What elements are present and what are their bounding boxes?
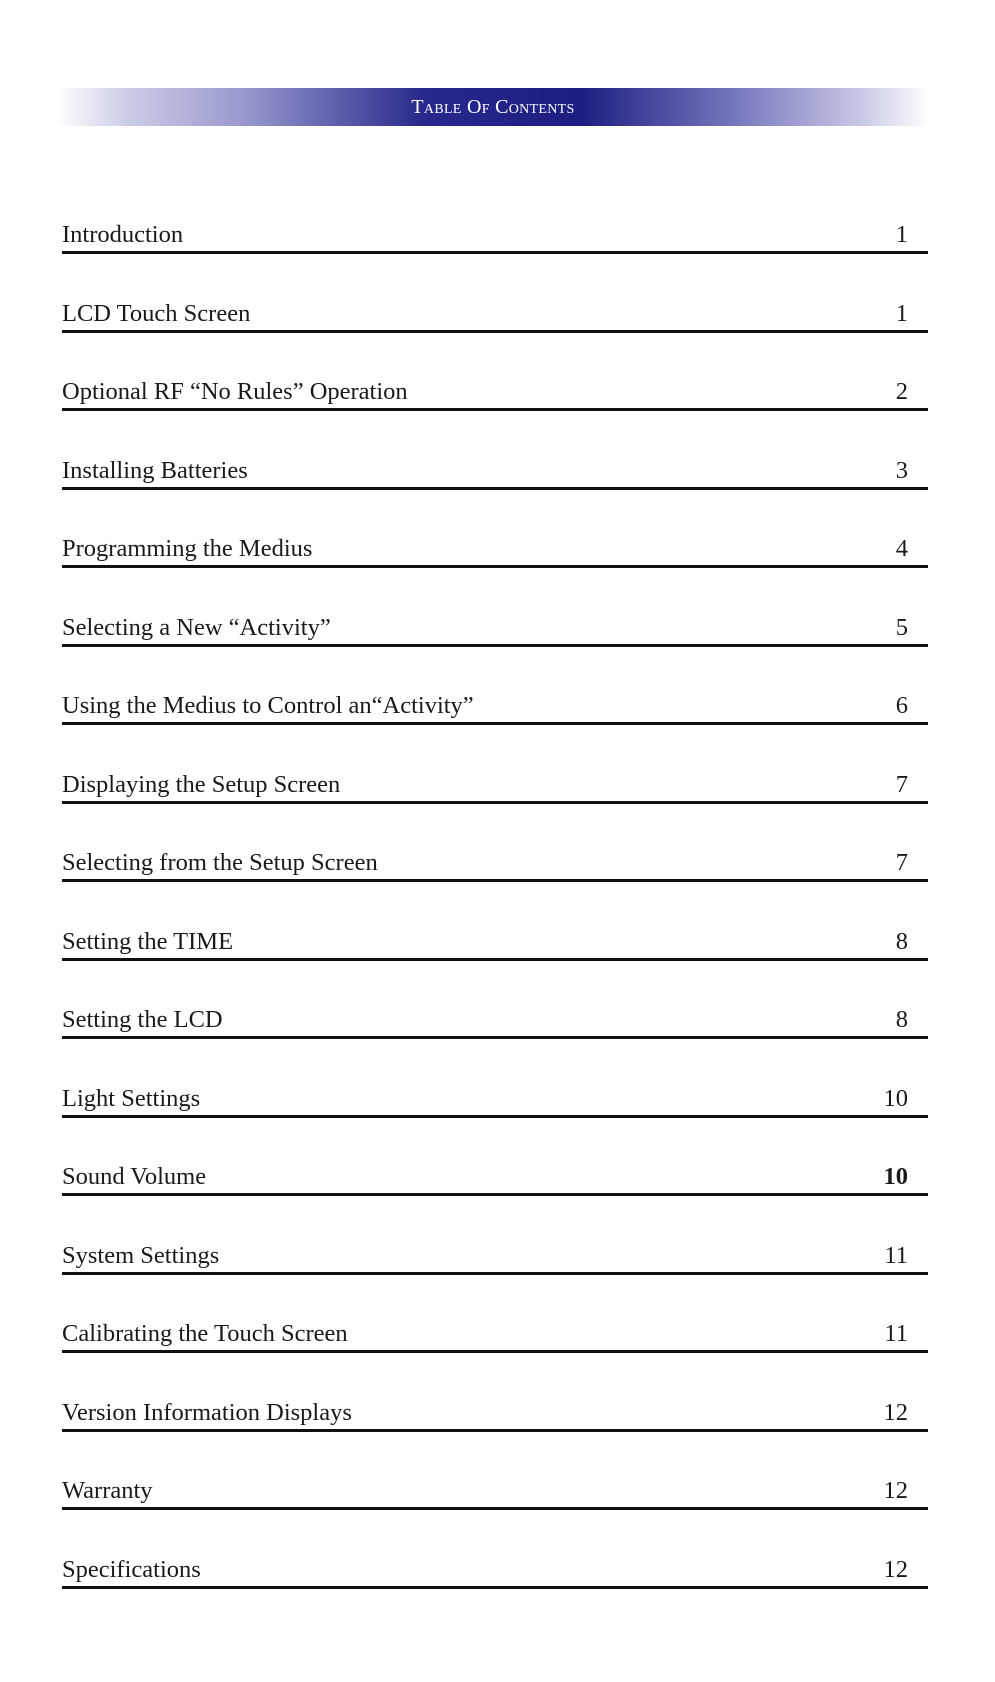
toc-entry bbox=[62, 1223, 928, 1302]
toc-entry-label: Warranty bbox=[62, 1477, 153, 1504]
toc-entry-setting-lcd[interactable] bbox=[62, 987, 928, 1039]
toc-entry-label: Selecting a New “Activity” bbox=[62, 613, 331, 641]
toc-entry bbox=[62, 359, 928, 438]
toc-entry bbox=[62, 595, 928, 674]
toc-entry-light-settings[interactable] bbox=[62, 1066, 928, 1118]
toc-entry-page-number: 5 bbox=[895, 613, 908, 641]
toc-entry-page-number: 2 bbox=[895, 378, 908, 405]
toc-entry-label: Calibrating the Touch Screen bbox=[62, 1320, 348, 1347]
toc-entry-label: Using the Medius to Control an“Activity” bbox=[62, 692, 474, 719]
toc-entry bbox=[62, 1144, 928, 1223]
toc-entry-label: Installing Batteries bbox=[62, 456, 248, 484]
toc-entry bbox=[62, 1066, 928, 1145]
toc-entry-setting-time[interactable] bbox=[62, 909, 928, 961]
toc-entry-label: Version Information Displays bbox=[62, 1398, 352, 1426]
toc-entry-installing-batteries[interactable] bbox=[62, 438, 928, 490]
toc-header-bar bbox=[56, 88, 930, 126]
toc-entry-page-number: 8 bbox=[895, 1006, 908, 1033]
toc-entry bbox=[62, 987, 928, 1066]
toc-entry bbox=[62, 1301, 928, 1380]
toc-entry bbox=[62, 1380, 928, 1459]
toc-entry-label: System Settings bbox=[62, 1241, 220, 1269]
toc-entry-label: Sound Volume bbox=[62, 1163, 207, 1190]
toc-entry-label: LCD Touch Screen bbox=[62, 299, 251, 327]
toc-entry-page-number: 3 bbox=[895, 456, 908, 484]
toc-entry-page-number: 12 bbox=[883, 1477, 908, 1504]
toc-entry-page-number: 12 bbox=[883, 1555, 908, 1583]
toc-entry-page-number: 6 bbox=[895, 692, 908, 719]
toc-entry-page-number: 10 bbox=[883, 1163, 908, 1190]
toc-entry bbox=[62, 752, 928, 831]
toc-entry-page-number: 1 bbox=[895, 221, 908, 248]
toc-entry-label: Setting the TIME bbox=[62, 927, 234, 955]
toc-entry bbox=[62, 516, 928, 595]
toc-entry-lcd-touch-screen[interactable] bbox=[62, 281, 928, 333]
toc-entry bbox=[62, 830, 928, 909]
toc-entry-using-medius[interactable] bbox=[62, 673, 928, 725]
toc-entry bbox=[62, 202, 928, 281]
toc-entry bbox=[62, 281, 928, 360]
toc-entry-page-number: 11 bbox=[884, 1320, 908, 1347]
toc-entry-page-number: 10 bbox=[883, 1084, 908, 1112]
toc-entry-page-number: 7 bbox=[895, 770, 908, 798]
toc-entry-label: Light Settings bbox=[62, 1084, 201, 1112]
toc-entry-optional-rf[interactable] bbox=[62, 359, 928, 411]
toc-entry-label: Selecting from the Setup Screen bbox=[62, 849, 378, 876]
toc-entry bbox=[62, 1458, 928, 1537]
toc-entry-label: Setting the LCD bbox=[62, 1006, 223, 1033]
toc-entry-sound-volume[interactable] bbox=[62, 1144, 928, 1196]
toc-entry-label: Displaying the Setup Screen bbox=[62, 770, 341, 798]
toc-entry-page-number: 1 bbox=[895, 299, 908, 327]
toc-entry bbox=[62, 1537, 928, 1616]
toc-entry-specifications[interactable] bbox=[62, 1537, 928, 1589]
toc-entry bbox=[62, 438, 928, 517]
toc-entry-system-settings[interactable] bbox=[62, 1223, 928, 1275]
toc-entry-label: Programming the Medius bbox=[62, 535, 313, 562]
toc-entry-label: Specifications bbox=[62, 1555, 201, 1583]
toc-entry-calibrating[interactable] bbox=[62, 1301, 928, 1353]
toc-entry-page-number: 12 bbox=[883, 1398, 908, 1426]
toc-entry-page-number: 8 bbox=[895, 927, 908, 955]
page-title: Table Of Contents bbox=[411, 95, 575, 118]
toc-entry-introduction[interactable] bbox=[62, 202, 928, 254]
toc-entry-page-number: 11 bbox=[884, 1241, 908, 1269]
toc-entry bbox=[62, 673, 928, 752]
toc-entry-displaying-setup[interactable] bbox=[62, 752, 928, 804]
toc-entry-label: Optional RF “No Rules” Operation bbox=[62, 378, 408, 405]
toc-entry-selecting-setup[interactable] bbox=[62, 830, 928, 882]
toc-entry-page-number: 7 bbox=[895, 849, 908, 876]
toc-entry-programming[interactable] bbox=[62, 516, 928, 568]
toc-entry bbox=[62, 909, 928, 988]
toc-entry-version-info[interactable] bbox=[62, 1380, 928, 1432]
toc-entry-page-number: 4 bbox=[895, 535, 908, 562]
toc-entry-selecting-activity[interactable] bbox=[62, 595, 928, 647]
toc-entry-label: Introduction bbox=[62, 221, 184, 248]
toc-entry-warranty[interactable] bbox=[62, 1458, 928, 1510]
toc-list bbox=[62, 202, 928, 1615]
